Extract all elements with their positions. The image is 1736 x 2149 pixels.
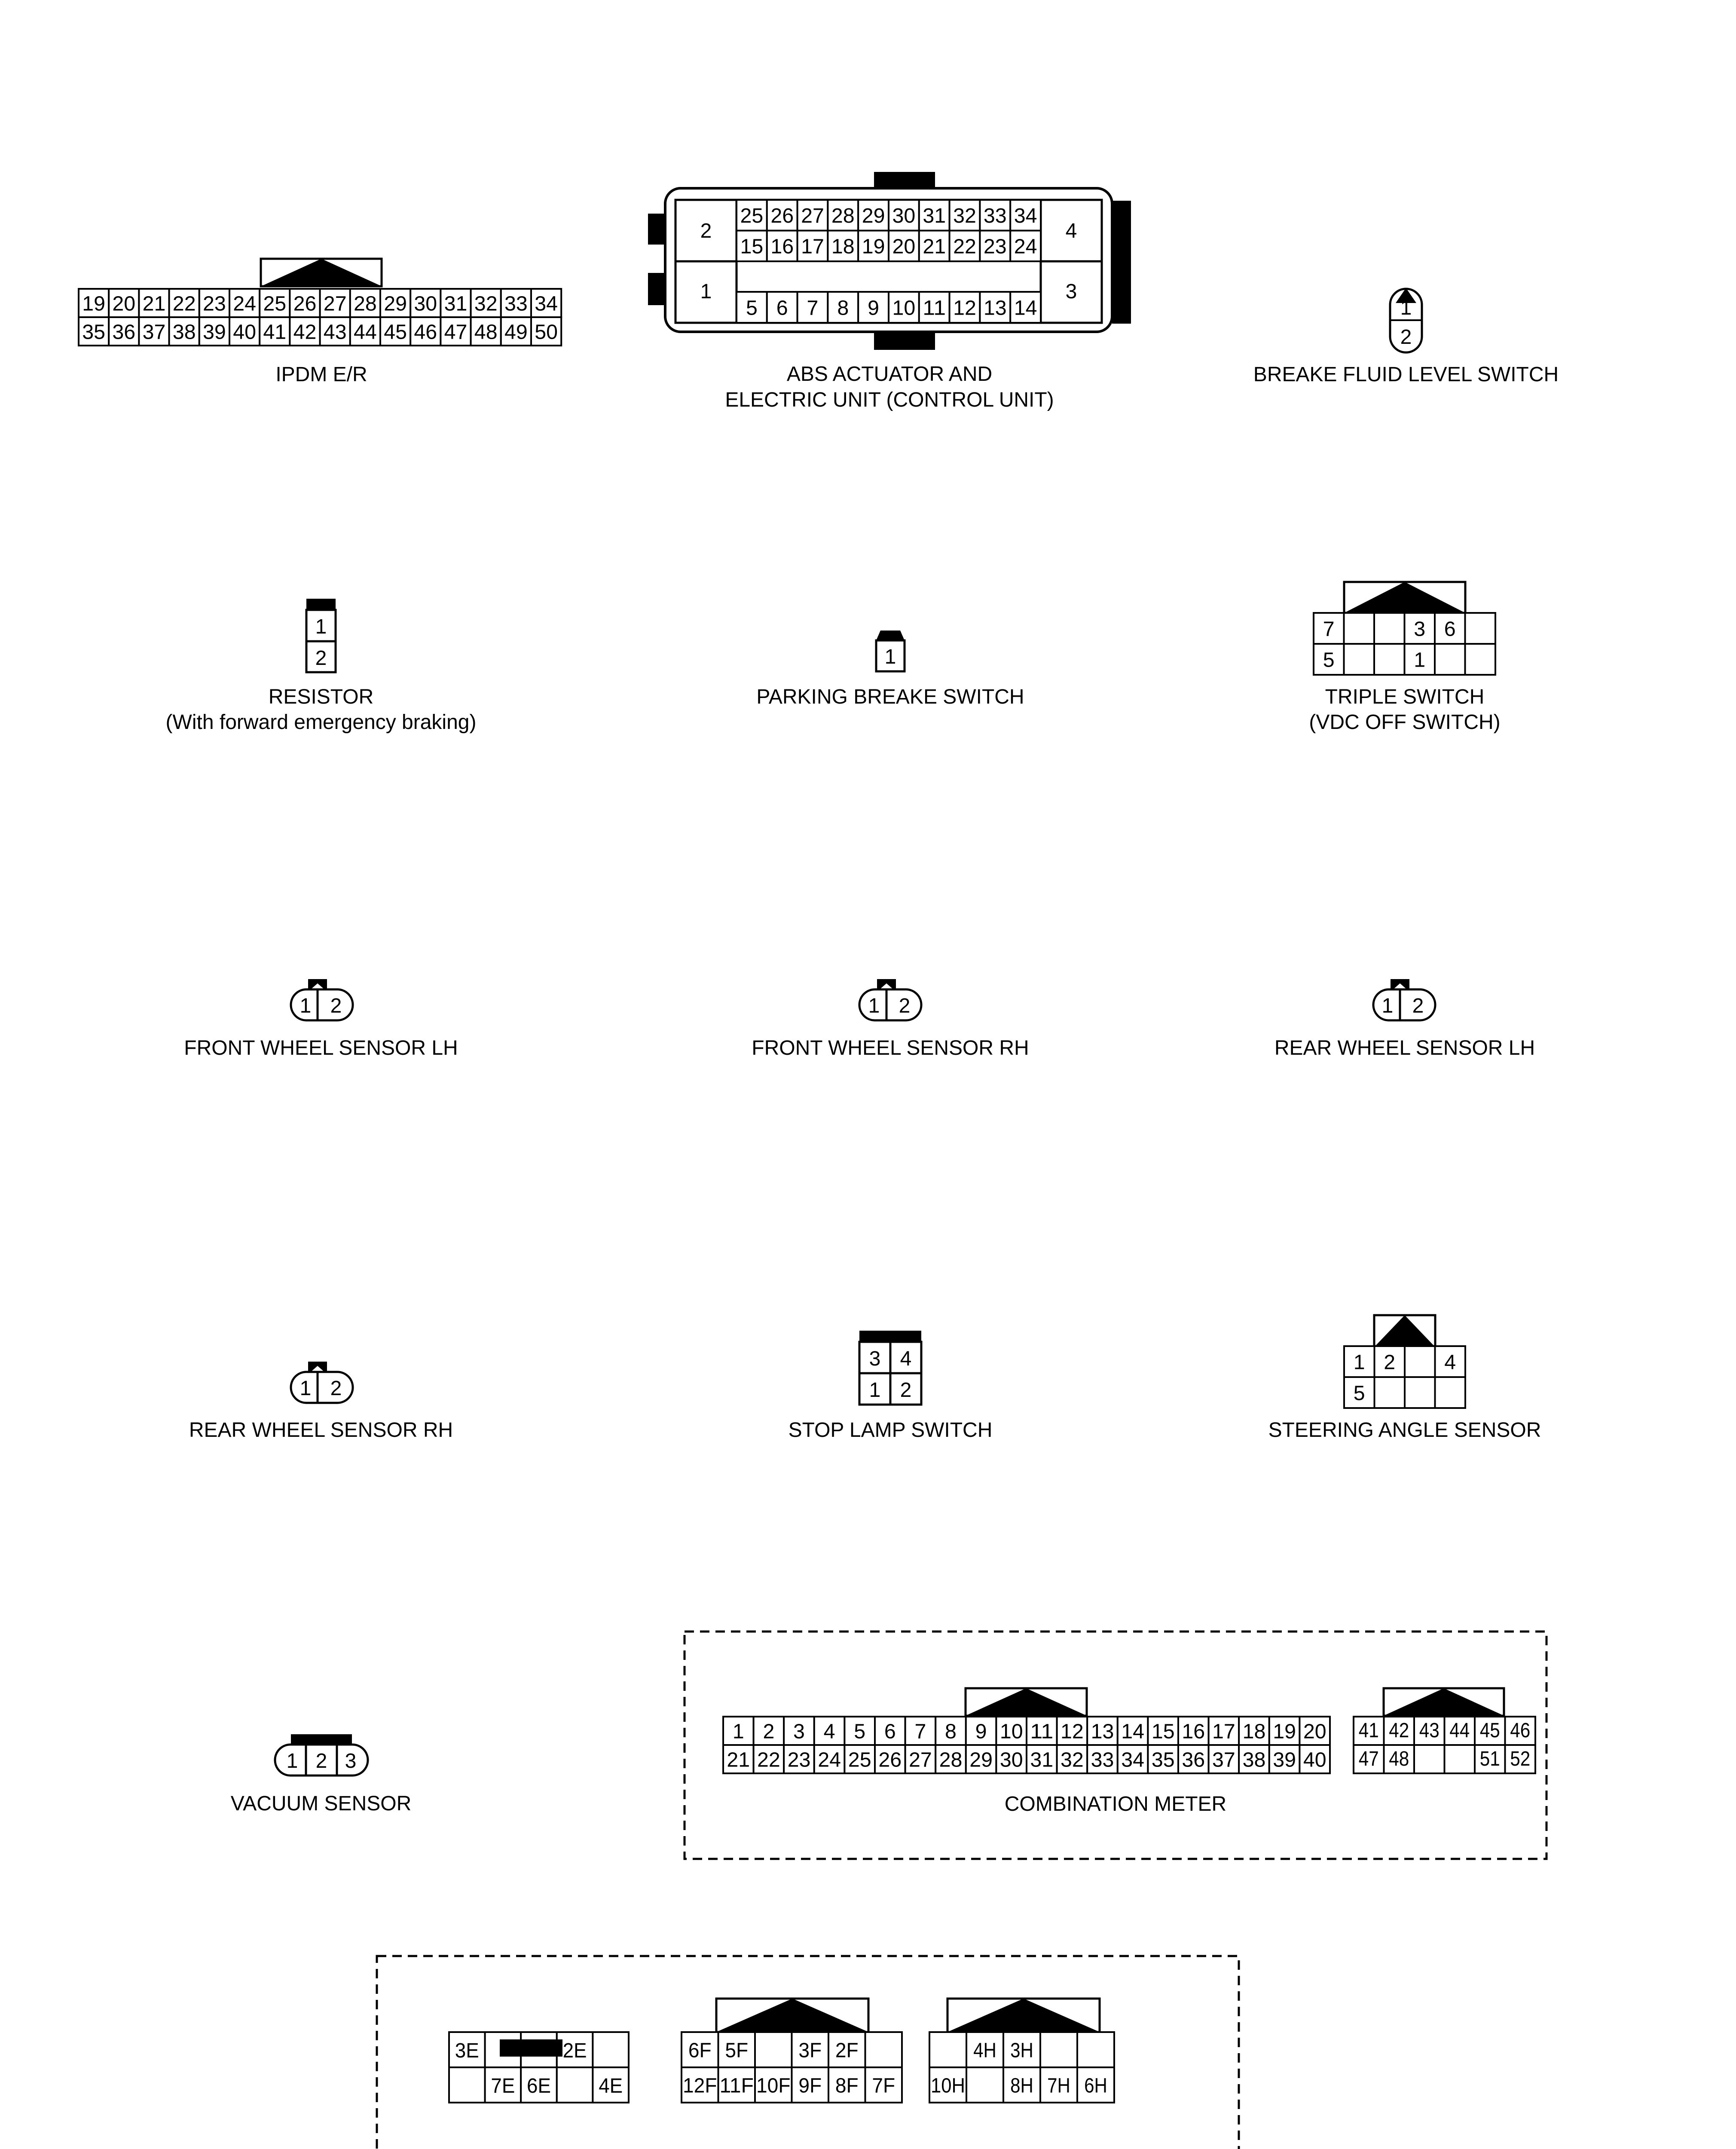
abs-pin-10: 10 bbox=[892, 297, 916, 320]
brake-fluid-pin-2: 2 bbox=[1400, 326, 1412, 349]
combination-pin-21: 21 bbox=[727, 1748, 750, 1772]
fuse-f-pin-7f: 7F bbox=[872, 2074, 896, 2097]
fuse-f-pin-8f: 8F bbox=[835, 2074, 859, 2097]
combination-pin-8: 8 bbox=[945, 1720, 957, 1743]
fws-lh-label: FRONT WHEEL SENSOR LH bbox=[184, 1037, 458, 1059]
fuse-f-pin-6f: 6F bbox=[688, 2039, 712, 2062]
parking-brake-connector bbox=[876, 631, 905, 671]
combination-pin-39: 39 bbox=[1273, 1748, 1296, 1772]
combination-pin-33: 33 bbox=[1091, 1748, 1114, 1772]
ipdm-pin-19: 19 bbox=[82, 292, 105, 315]
abs-pin-29: 29 bbox=[862, 205, 885, 228]
abs-pin-16: 16 bbox=[770, 235, 794, 258]
ipdm-pin-22: 22 bbox=[172, 292, 196, 315]
fuse-e-pin-2e: 2E bbox=[562, 2039, 587, 2062]
fuse-h-cell bbox=[929, 2032, 966, 2067]
combination-pin-44: 44 bbox=[1449, 1719, 1470, 1742]
triple-switch-label-line1: TRIPLE SWITCH bbox=[1325, 686, 1485, 708]
fuse-h-connector bbox=[929, 1999, 1114, 2103]
fuse-e-pin-6e: 6E bbox=[527, 2075, 551, 2097]
fuse-h-pin-4h: 4H bbox=[973, 2039, 996, 2062]
combination-pin-23: 23 bbox=[787, 1748, 811, 1772]
combination-pin-37: 37 bbox=[1212, 1748, 1235, 1772]
combination-pin-47: 47 bbox=[1358, 1748, 1379, 1771]
abs-pin-23: 23 bbox=[983, 235, 1007, 258]
fuse-h-pin-3h: 3H bbox=[1010, 2039, 1033, 2062]
triple-cell bbox=[1465, 644, 1496, 675]
abs-pin-25: 25 bbox=[740, 205, 764, 228]
combination-pin-30: 30 bbox=[999, 1748, 1023, 1772]
ipdm-connector bbox=[79, 259, 561, 346]
abs-pin-22: 22 bbox=[953, 235, 976, 258]
ipdm-label: IPDM E/R bbox=[275, 363, 367, 386]
parking-brake-label: PARKING BREAKE SWITCH bbox=[756, 686, 1024, 708]
abs-pin-28: 28 bbox=[831, 205, 855, 228]
steering-cell bbox=[1375, 1377, 1405, 1408]
combination-pin-35: 35 bbox=[1151, 1748, 1175, 1772]
ipdm-pin-26: 26 bbox=[293, 292, 317, 315]
abs-pin-7: 7 bbox=[807, 297, 819, 320]
resistor-label-line1: RESISTOR bbox=[268, 686, 374, 708]
fuse-h-pin-10h: 10H bbox=[931, 2074, 965, 2097]
abs-pin-2: 2 bbox=[700, 220, 712, 242]
triple-pin-1: 1 bbox=[1414, 649, 1426, 672]
ipdm-pin-34: 34 bbox=[535, 292, 558, 315]
abs-pin-8: 8 bbox=[837, 297, 849, 320]
brake-fluid-label: BREAKE FLUID LEVEL SWITCH bbox=[1253, 363, 1559, 386]
ipdm-pin-23: 23 bbox=[203, 292, 226, 315]
abs-connector bbox=[648, 172, 1131, 350]
fuse-e-cell bbox=[449, 2067, 485, 2103]
parking-brake-pin-1: 1 bbox=[884, 646, 896, 668]
fuse-e-pin-3e: 3E bbox=[455, 2039, 479, 2062]
triple-switch-label-line2: (VDC OFF SWITCH) bbox=[1309, 711, 1501, 734]
ipdm-pin-35: 35 bbox=[82, 321, 105, 344]
abs-label-line2: ELECTRIC UNIT (CONTROL UNIT) bbox=[725, 389, 1054, 411]
fuse-h-cell bbox=[966, 2067, 1003, 2103]
stop-lamp-connector bbox=[859, 1331, 921, 1405]
combination-pin-17: 17 bbox=[1212, 1720, 1235, 1743]
combination-pin-22: 22 bbox=[757, 1748, 780, 1772]
fuse-e-pin-4e: 4E bbox=[599, 2075, 623, 2097]
abs-pin-32: 32 bbox=[953, 205, 976, 228]
rear-wheel-sensor-lh-connector bbox=[1373, 979, 1435, 1020]
combination-pin-7: 7 bbox=[914, 1720, 926, 1743]
combination-pin-29: 29 bbox=[969, 1748, 993, 1772]
combination-cell bbox=[1445, 1745, 1475, 1773]
combination-pin-32: 32 bbox=[1061, 1748, 1084, 1772]
combination-pin-6: 6 bbox=[884, 1720, 896, 1743]
triple-cell bbox=[1344, 644, 1375, 675]
abs-pin-13: 13 bbox=[983, 297, 1007, 320]
vacuum-pin-1: 1 bbox=[286, 1750, 298, 1772]
combination-pin-31: 31 bbox=[1030, 1748, 1054, 1772]
ipdm-pin-49: 49 bbox=[504, 321, 528, 344]
combination-pin-16: 16 bbox=[1182, 1720, 1205, 1743]
fuse-f-pin-9f: 9F bbox=[798, 2074, 822, 2097]
fws-rh-pin-1: 1 bbox=[868, 995, 880, 1017]
combination-pin-15: 15 bbox=[1151, 1720, 1175, 1743]
fuse-f-pin-5f: 5F bbox=[725, 2039, 749, 2062]
ipdm-pin-50: 50 bbox=[535, 321, 558, 344]
combination-pin-4: 4 bbox=[823, 1720, 835, 1743]
triple-pin-3: 3 bbox=[1414, 618, 1426, 641]
rws-rh-pin-1: 1 bbox=[300, 1377, 312, 1400]
abs-pin-31: 31 bbox=[923, 205, 946, 228]
combination-pin-10: 10 bbox=[999, 1720, 1023, 1743]
ipdm-pin-20: 20 bbox=[112, 292, 136, 315]
ipdm-pin-45: 45 bbox=[384, 321, 407, 344]
combination-pin-41: 41 bbox=[1358, 1719, 1379, 1742]
combination-pin-24: 24 bbox=[818, 1748, 841, 1772]
steering-cell bbox=[1405, 1346, 1435, 1377]
triple-cell bbox=[1435, 644, 1465, 675]
ipdm-pin-28: 28 bbox=[354, 292, 377, 315]
vacuum-pin-2: 2 bbox=[315, 1750, 327, 1772]
combination-pin-52: 52 bbox=[1510, 1748, 1531, 1771]
fuse-f-pin-10f: 10F bbox=[756, 2074, 791, 2097]
combination-pin-28: 28 bbox=[939, 1748, 963, 1772]
combination-pin-14: 14 bbox=[1121, 1720, 1144, 1743]
combination-pin-46: 46 bbox=[1510, 1719, 1531, 1742]
fuse-f-pin-3f: 3F bbox=[798, 2039, 822, 2062]
rear-wheel-sensor-rh-connector bbox=[291, 1362, 353, 1403]
fuse-f-pin-2f: 2F bbox=[835, 2039, 859, 2062]
rws-rh-label: REAR WHEEL SENSOR RH bbox=[189, 1419, 453, 1442]
abs-pin-18: 18 bbox=[831, 235, 855, 258]
abs-pin-1: 1 bbox=[700, 280, 712, 303]
combination-pin-45: 45 bbox=[1479, 1719, 1500, 1742]
abs-pin-19: 19 bbox=[862, 235, 885, 258]
stop-lamp-pin-3: 3 bbox=[869, 1347, 881, 1370]
combination-pin-43: 43 bbox=[1419, 1719, 1440, 1742]
rws-lh-label: REAR WHEEL SENSOR LH bbox=[1274, 1037, 1535, 1059]
fuse-h-cell bbox=[1040, 2032, 1077, 2067]
combination-pin-48: 48 bbox=[1389, 1748, 1409, 1771]
combination-pin-9: 9 bbox=[975, 1720, 987, 1743]
steering-cell bbox=[1435, 1377, 1466, 1408]
combination-pin-12: 12 bbox=[1061, 1720, 1084, 1743]
ipdm-pin-38: 38 bbox=[172, 321, 196, 344]
abs-pin-34: 34 bbox=[1014, 205, 1037, 228]
combination-pin-27: 27 bbox=[909, 1748, 932, 1772]
resistor-label-line2: (With forward emergency braking) bbox=[165, 711, 477, 734]
abs-pin-21: 21 bbox=[923, 235, 946, 258]
rws-lh-pin-1: 1 bbox=[1381, 995, 1394, 1017]
triple-cell bbox=[1374, 613, 1405, 644]
vacuum-pin-3: 3 bbox=[345, 1750, 357, 1772]
ipdm-pin-27: 27 bbox=[323, 292, 347, 315]
front-wheel-sensor-rh-connector bbox=[859, 979, 921, 1020]
combination-pin-18: 18 bbox=[1242, 1720, 1266, 1743]
vacuum-label: VACUUM SENSOR bbox=[230, 1792, 412, 1815]
fuse-h-pin-8h: 8H bbox=[1010, 2074, 1033, 2097]
fuse-f-cell bbox=[755, 2032, 792, 2067]
combination-pin-51: 51 bbox=[1479, 1748, 1500, 1771]
fuse-h-pin-7h: 7H bbox=[1047, 2074, 1070, 2097]
front-wheel-sensor-lh-connector bbox=[291, 979, 353, 1020]
combination-pin-1: 1 bbox=[732, 1720, 744, 1743]
ipdm-pin-43: 43 bbox=[323, 321, 347, 344]
steering-pin-2: 2 bbox=[1384, 1351, 1396, 1374]
ipdm-pin-30: 30 bbox=[414, 292, 437, 315]
ipdm-pin-24: 24 bbox=[233, 292, 256, 315]
steering-angle-label: STEERING ANGLE SENSOR bbox=[1268, 1419, 1541, 1442]
steering-pin-5: 5 bbox=[1353, 1382, 1365, 1405]
triple-cell bbox=[1374, 644, 1405, 675]
fuse-h-cell bbox=[1077, 2032, 1114, 2067]
triple-cell bbox=[1465, 613, 1496, 644]
brake-fluid-pin-1: 1 bbox=[1400, 297, 1412, 319]
triple-cell bbox=[1344, 613, 1375, 644]
fws-rh-pin-2: 2 bbox=[899, 995, 911, 1017]
stop-lamp-pin-1: 1 bbox=[869, 1379, 881, 1402]
combination-pin-5: 5 bbox=[854, 1720, 866, 1743]
ipdm-pin-25: 25 bbox=[263, 292, 287, 315]
abs-pin-12: 12 bbox=[953, 297, 976, 320]
combination-meter-label: COMBINATION METER bbox=[1004, 1793, 1227, 1815]
ipdm-pin-32: 32 bbox=[474, 292, 498, 315]
ipdm-pin-29: 29 bbox=[384, 292, 407, 315]
combination-pin-11: 11 bbox=[1030, 1720, 1054, 1743]
ipdm-pin-39: 39 bbox=[203, 321, 226, 344]
fuse-h-pin-6h: 6H bbox=[1084, 2074, 1107, 2097]
steering-pin-1: 1 bbox=[1353, 1351, 1365, 1374]
ipdm-pin-40: 40 bbox=[233, 321, 256, 344]
combination-pin-3: 3 bbox=[793, 1720, 805, 1743]
abs-pin-4: 4 bbox=[1065, 220, 1077, 242]
combination-pin-13: 13 bbox=[1091, 1720, 1114, 1743]
abs-pin-24: 24 bbox=[1014, 235, 1037, 258]
fws-lh-pin-1: 1 bbox=[300, 995, 312, 1017]
fws-rh-label: FRONT WHEEL SENSOR RH bbox=[752, 1037, 1029, 1059]
brake-fluid-connector bbox=[1390, 288, 1422, 352]
fuse-f-pin-12f: 12F bbox=[683, 2074, 717, 2097]
combination-cell bbox=[1414, 1745, 1445, 1773]
stop-lamp-pin-4: 4 bbox=[900, 1347, 912, 1370]
abs-pin-11: 11 bbox=[923, 297, 946, 320]
abs-pin-30: 30 bbox=[892, 205, 916, 228]
ipdm-pin-31: 31 bbox=[444, 292, 468, 315]
combination-pin-42: 42 bbox=[1389, 1719, 1409, 1742]
abs-pin-27: 27 bbox=[801, 205, 824, 228]
ipdm-pin-36: 36 bbox=[112, 321, 136, 344]
steering-angle-connector bbox=[1344, 1315, 1465, 1408]
abs-pin-5: 5 bbox=[746, 297, 758, 320]
vacuum-sensor-connector bbox=[275, 1734, 368, 1776]
combination-pin-2: 2 bbox=[763, 1720, 775, 1743]
abs-pin-17: 17 bbox=[801, 235, 824, 258]
triple-pin-5: 5 bbox=[1323, 649, 1335, 672]
ipdm-pin-47: 47 bbox=[444, 321, 468, 344]
fws-lh-pin-2: 2 bbox=[330, 995, 342, 1017]
abs-pin-20: 20 bbox=[892, 235, 916, 258]
ipdm-pin-46: 46 bbox=[414, 321, 437, 344]
fuse-f-cell bbox=[865, 2032, 902, 2067]
resistor-pin-1: 1 bbox=[315, 615, 327, 638]
combination-pin-40: 40 bbox=[1303, 1748, 1326, 1772]
stop-lamp-label: STOP LAMP SWITCH bbox=[788, 1419, 993, 1442]
abs-pin-14: 14 bbox=[1014, 297, 1037, 320]
abs-pin-33: 33 bbox=[983, 205, 1007, 228]
resistor-pin-2: 2 bbox=[315, 647, 327, 670]
ipdm-pin-21: 21 bbox=[142, 292, 166, 315]
fuse-f-connector bbox=[682, 1999, 902, 2103]
abs-pin-6: 6 bbox=[776, 297, 788, 320]
combination-meter-group bbox=[685, 1632, 1547, 1859]
ipdm-pin-33: 33 bbox=[504, 292, 528, 315]
combination-pin-25: 25 bbox=[848, 1748, 871, 1772]
combination-pin-36: 36 bbox=[1182, 1748, 1205, 1772]
abs-pin-26: 26 bbox=[770, 205, 794, 228]
abs-pin-9: 9 bbox=[868, 297, 880, 320]
combination-sub-connector bbox=[1354, 1688, 1535, 1773]
triple-pin-6: 6 bbox=[1444, 618, 1456, 641]
rws-rh-pin-2: 2 bbox=[330, 1377, 342, 1400]
fuse-f-pin-11f: 11F bbox=[719, 2074, 754, 2097]
stop-lamp-pin-2: 2 bbox=[900, 1379, 912, 1402]
fuse-block-group bbox=[377, 1956, 1239, 2149]
fuse-e-connector bbox=[449, 2032, 629, 2103]
fuse-e-cell bbox=[557, 2067, 593, 2103]
triple-pin-7: 7 bbox=[1323, 618, 1335, 641]
combination-pin-34: 34 bbox=[1121, 1748, 1144, 1772]
fuse-e-cell bbox=[593, 2032, 629, 2067]
ipdm-pin-48: 48 bbox=[474, 321, 498, 344]
resistor-connector bbox=[306, 599, 336, 672]
combination-pin-19: 19 bbox=[1273, 1720, 1296, 1743]
abs-label-line1: ABS ACTUATOR AND bbox=[786, 363, 993, 386]
abs-pin-3: 3 bbox=[1065, 280, 1077, 303]
ipdm-pin-41: 41 bbox=[263, 321, 287, 344]
combination-pin-26: 26 bbox=[878, 1748, 902, 1772]
steering-pin-4: 4 bbox=[1444, 1351, 1456, 1374]
abs-pin-15: 15 bbox=[740, 235, 764, 258]
rws-lh-pin-2: 2 bbox=[1412, 995, 1424, 1017]
ipdm-pin-44: 44 bbox=[354, 321, 377, 344]
combination-pin-38: 38 bbox=[1242, 1748, 1266, 1772]
ipdm-pin-42: 42 bbox=[293, 321, 317, 344]
combination-main-connector bbox=[723, 1688, 1330, 1773]
fuse-e-pin-7e: 7E bbox=[491, 2075, 515, 2097]
steering-cell bbox=[1405, 1377, 1435, 1408]
ipdm-pin-37: 37 bbox=[142, 321, 166, 344]
triple-switch-connector bbox=[1314, 582, 1495, 675]
combination-pin-20: 20 bbox=[1303, 1720, 1326, 1743]
